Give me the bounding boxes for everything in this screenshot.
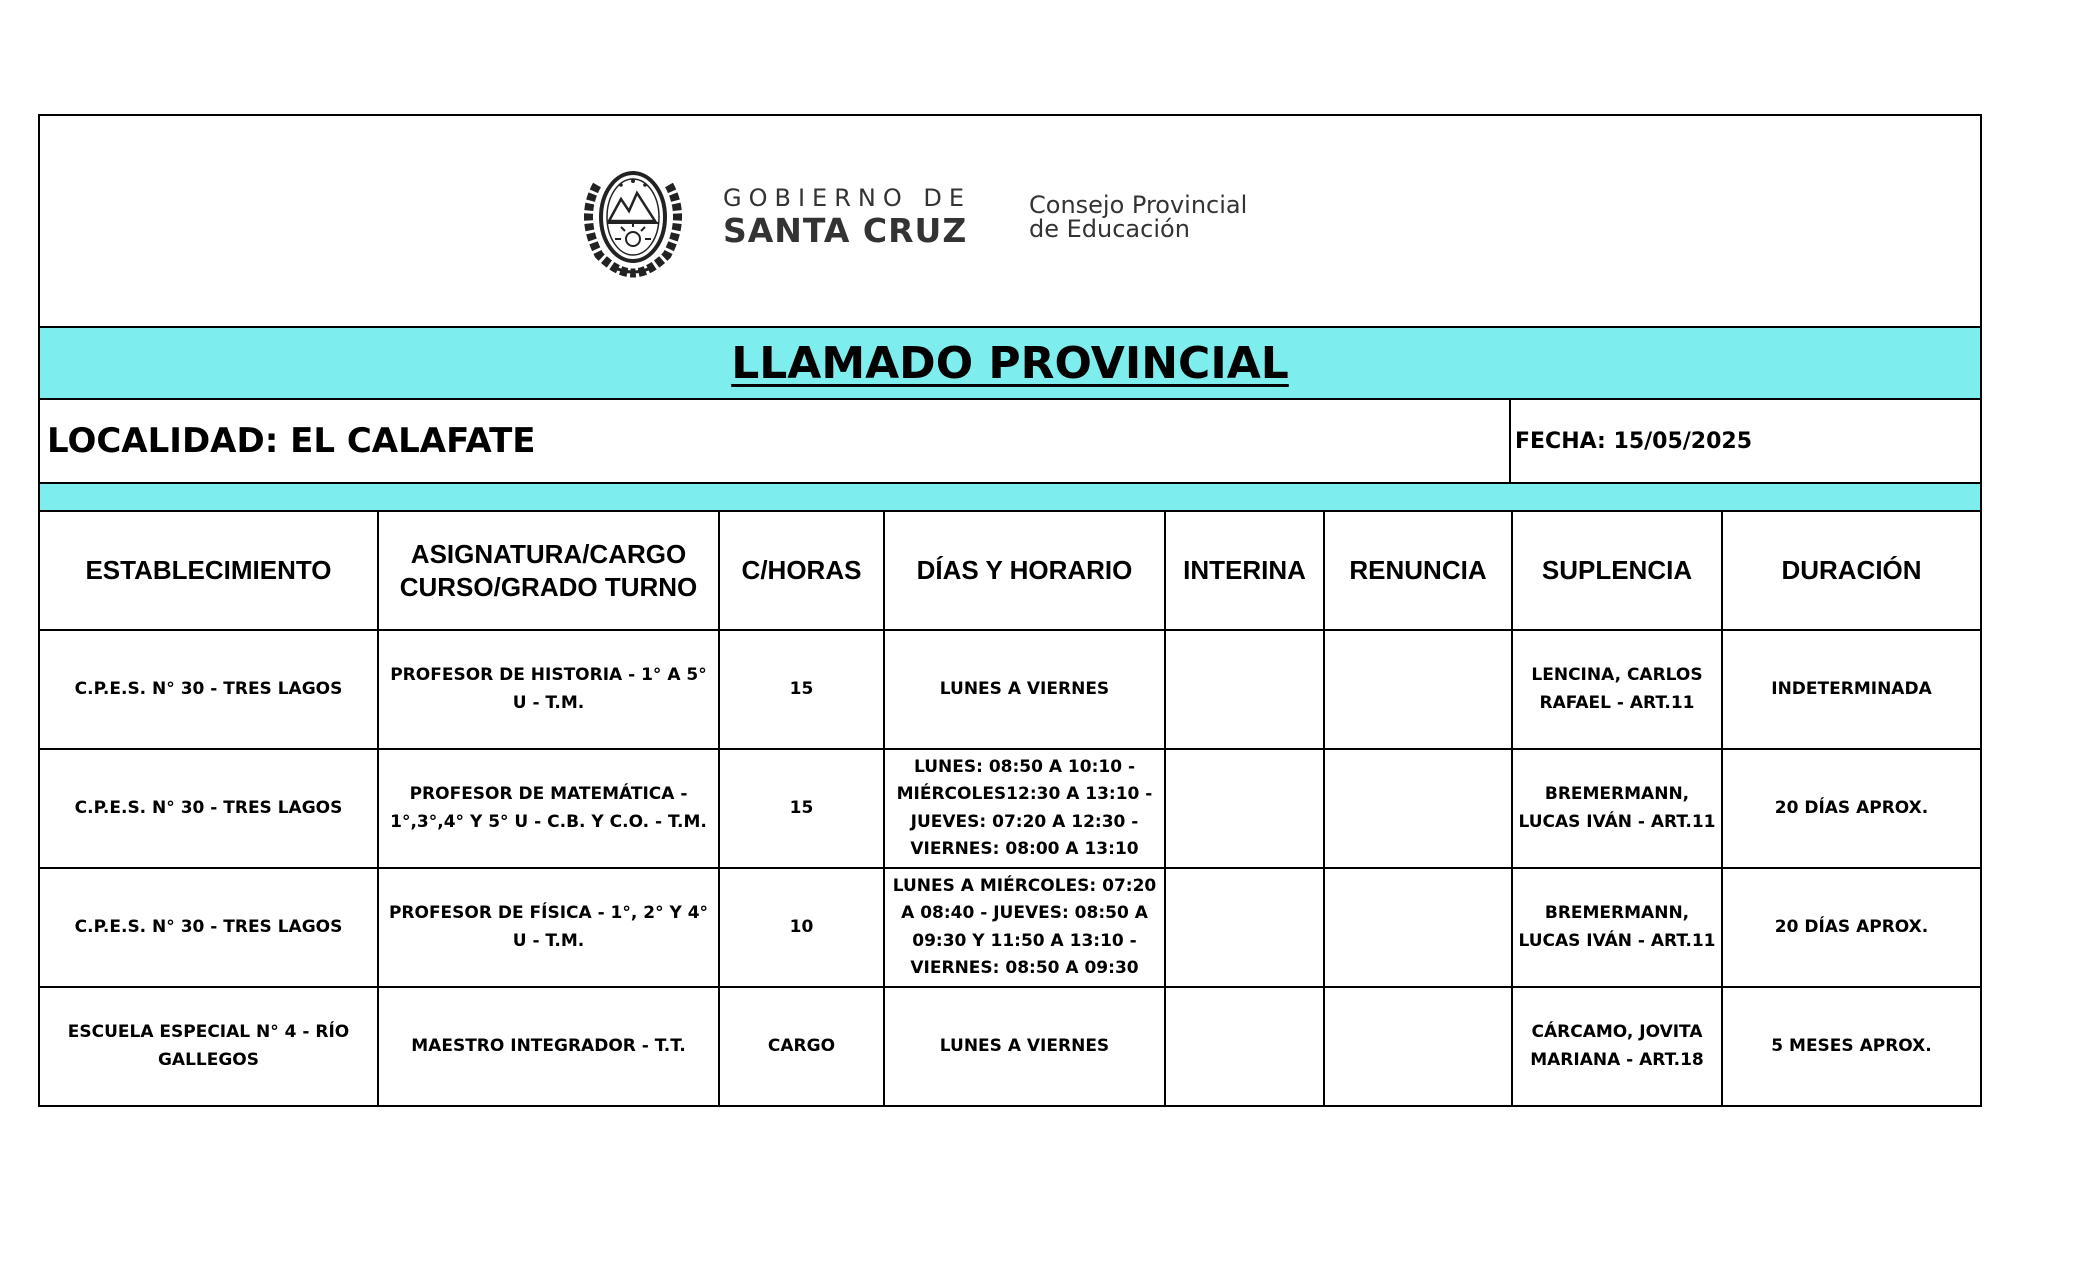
cell-establecimiento: C.P.E.S. N° 30 - TRES LAGOS (40, 749, 378, 868)
cell-renuncia (1324, 987, 1512, 1105)
localidad-label: LOCALIDAD: EL CALAFATE (40, 400, 1511, 482)
cell-establecimiento: ESCUELA ESPECIAL N° 4 - RÍO GALLEGOS (40, 987, 378, 1105)
cell-duracion: 20 DÍAS APROX. (1722, 868, 1980, 987)
table-row (40, 749, 1980, 868)
column-header: ESTABLECIMIENTO (85, 555, 332, 586)
fecha-label: FECHA: 15/05/2025 (1515, 428, 1753, 454)
cell-establecimiento: C.P.E.S. N° 30 - TRES LAGOS (40, 868, 378, 987)
cell-interina (1165, 630, 1324, 749)
cell-duracion: 5 MESES APROX. (1722, 987, 1980, 1105)
table-header-row (40, 512, 1980, 630)
title-band (40, 328, 1980, 400)
cell-renuncia (1324, 868, 1512, 987)
column-header: SUPLENCIA (1512, 512, 1722, 630)
council-wordmark (1029, 190, 1248, 243)
cell-asignatura: PROFESOR DE FÍSICA - 1°, 2° Y 4° U - T.M. (378, 868, 719, 987)
cell-asignatura: MAESTRO INTEGRADOR - T.T. (378, 987, 719, 1105)
table-row (40, 630, 1980, 749)
letterhead (40, 116, 1980, 328)
cell-interina (1165, 987, 1324, 1105)
column-header: ASIGNATURA/CARGO CURSO/GRADO TURNO (378, 512, 719, 630)
column-header: INTERINA (1165, 512, 1324, 630)
cell-suplencia: BREMERMANN, LUCAS IVÁN - ART.11 (1512, 749, 1722, 868)
cell-horas: CARGO (719, 987, 884, 1105)
positions-table (40, 512, 1980, 1105)
cell-horario: LUNES A VIERNES (884, 987, 1165, 1105)
cell-duracion: INDETERMINADA (1722, 630, 1980, 749)
cell-suplencia: BREMERMANN, LUCAS IVÁN - ART.11 (1512, 868, 1722, 987)
cell-renuncia (1324, 749, 1512, 868)
cell-horario: LUNES: 08:50 A 10:10 - MIÉRCOLES12:30 A 13:10 - JUEVES: 07:20 A 12:30 - VIERNES: 08:00 A 13:10 (884, 749, 1165, 868)
coat-of-arms-icon (577, 155, 689, 279)
cell-horas: 15 (719, 749, 884, 868)
cell-duracion: 20 DÍAS APROX. (1722, 749, 1980, 868)
cell-asignatura: PROFESOR DE MATEMÁTICA - 1°,3°,4° Y 5° U - C.B. Y C.O. - T.M. (378, 749, 719, 868)
page-title: LLAMADO PROVINCIAL (731, 337, 1289, 389)
cell-establecimiento: C.P.E.S. N° 30 - TRES LAGOS (40, 630, 378, 749)
council-line1: Consejo Provincial (1029, 190, 1248, 219)
cell-suplencia: CÁRCAMO, JOVITA MARIANA - ART.18 (1512, 987, 1722, 1105)
spacer-band (40, 484, 1980, 512)
column-header: DURACIÓN (1722, 512, 1980, 630)
cell-interina (1165, 868, 1324, 987)
government-wordmark (723, 184, 971, 250)
column-header: RENUNCIA (1324, 512, 1512, 630)
cell-horario: LUNES A VIERNES (884, 630, 1165, 749)
location-row (40, 400, 1980, 484)
table-row (40, 868, 1980, 987)
council-line2: de Educación (1029, 214, 1190, 243)
cell-suplencia: LENCINA, CARLOS RAFAEL - ART.11 (1512, 630, 1722, 749)
gov-line2: SANTA CRUZ (723, 211, 968, 250)
cell-horas: 10 (719, 868, 884, 987)
cell-horas: 15 (719, 630, 884, 749)
table-row (40, 987, 1980, 1105)
cell-renuncia (1324, 630, 1512, 749)
logo-group (577, 154, 1247, 279)
gov-line1: GOBIERNO DE (723, 184, 971, 212)
cell-interina (1165, 749, 1324, 868)
column-header: C/HORAS (719, 512, 884, 630)
cell-asignatura: PROFESOR DE HISTORIA - 1° A 5° U - T.M. (378, 630, 719, 749)
cell-horario: LUNES A MIÉRCOLES: 07:20 A 08:40 - JUEVES: 08:50 A 09:30 Y 11:50 A 13:10 - VIERNES: 08:50 A 09:30 (884, 868, 1165, 987)
column-header: DÍAS Y HORARIO (884, 512, 1165, 630)
announcement-sheet (38, 114, 1982, 1107)
